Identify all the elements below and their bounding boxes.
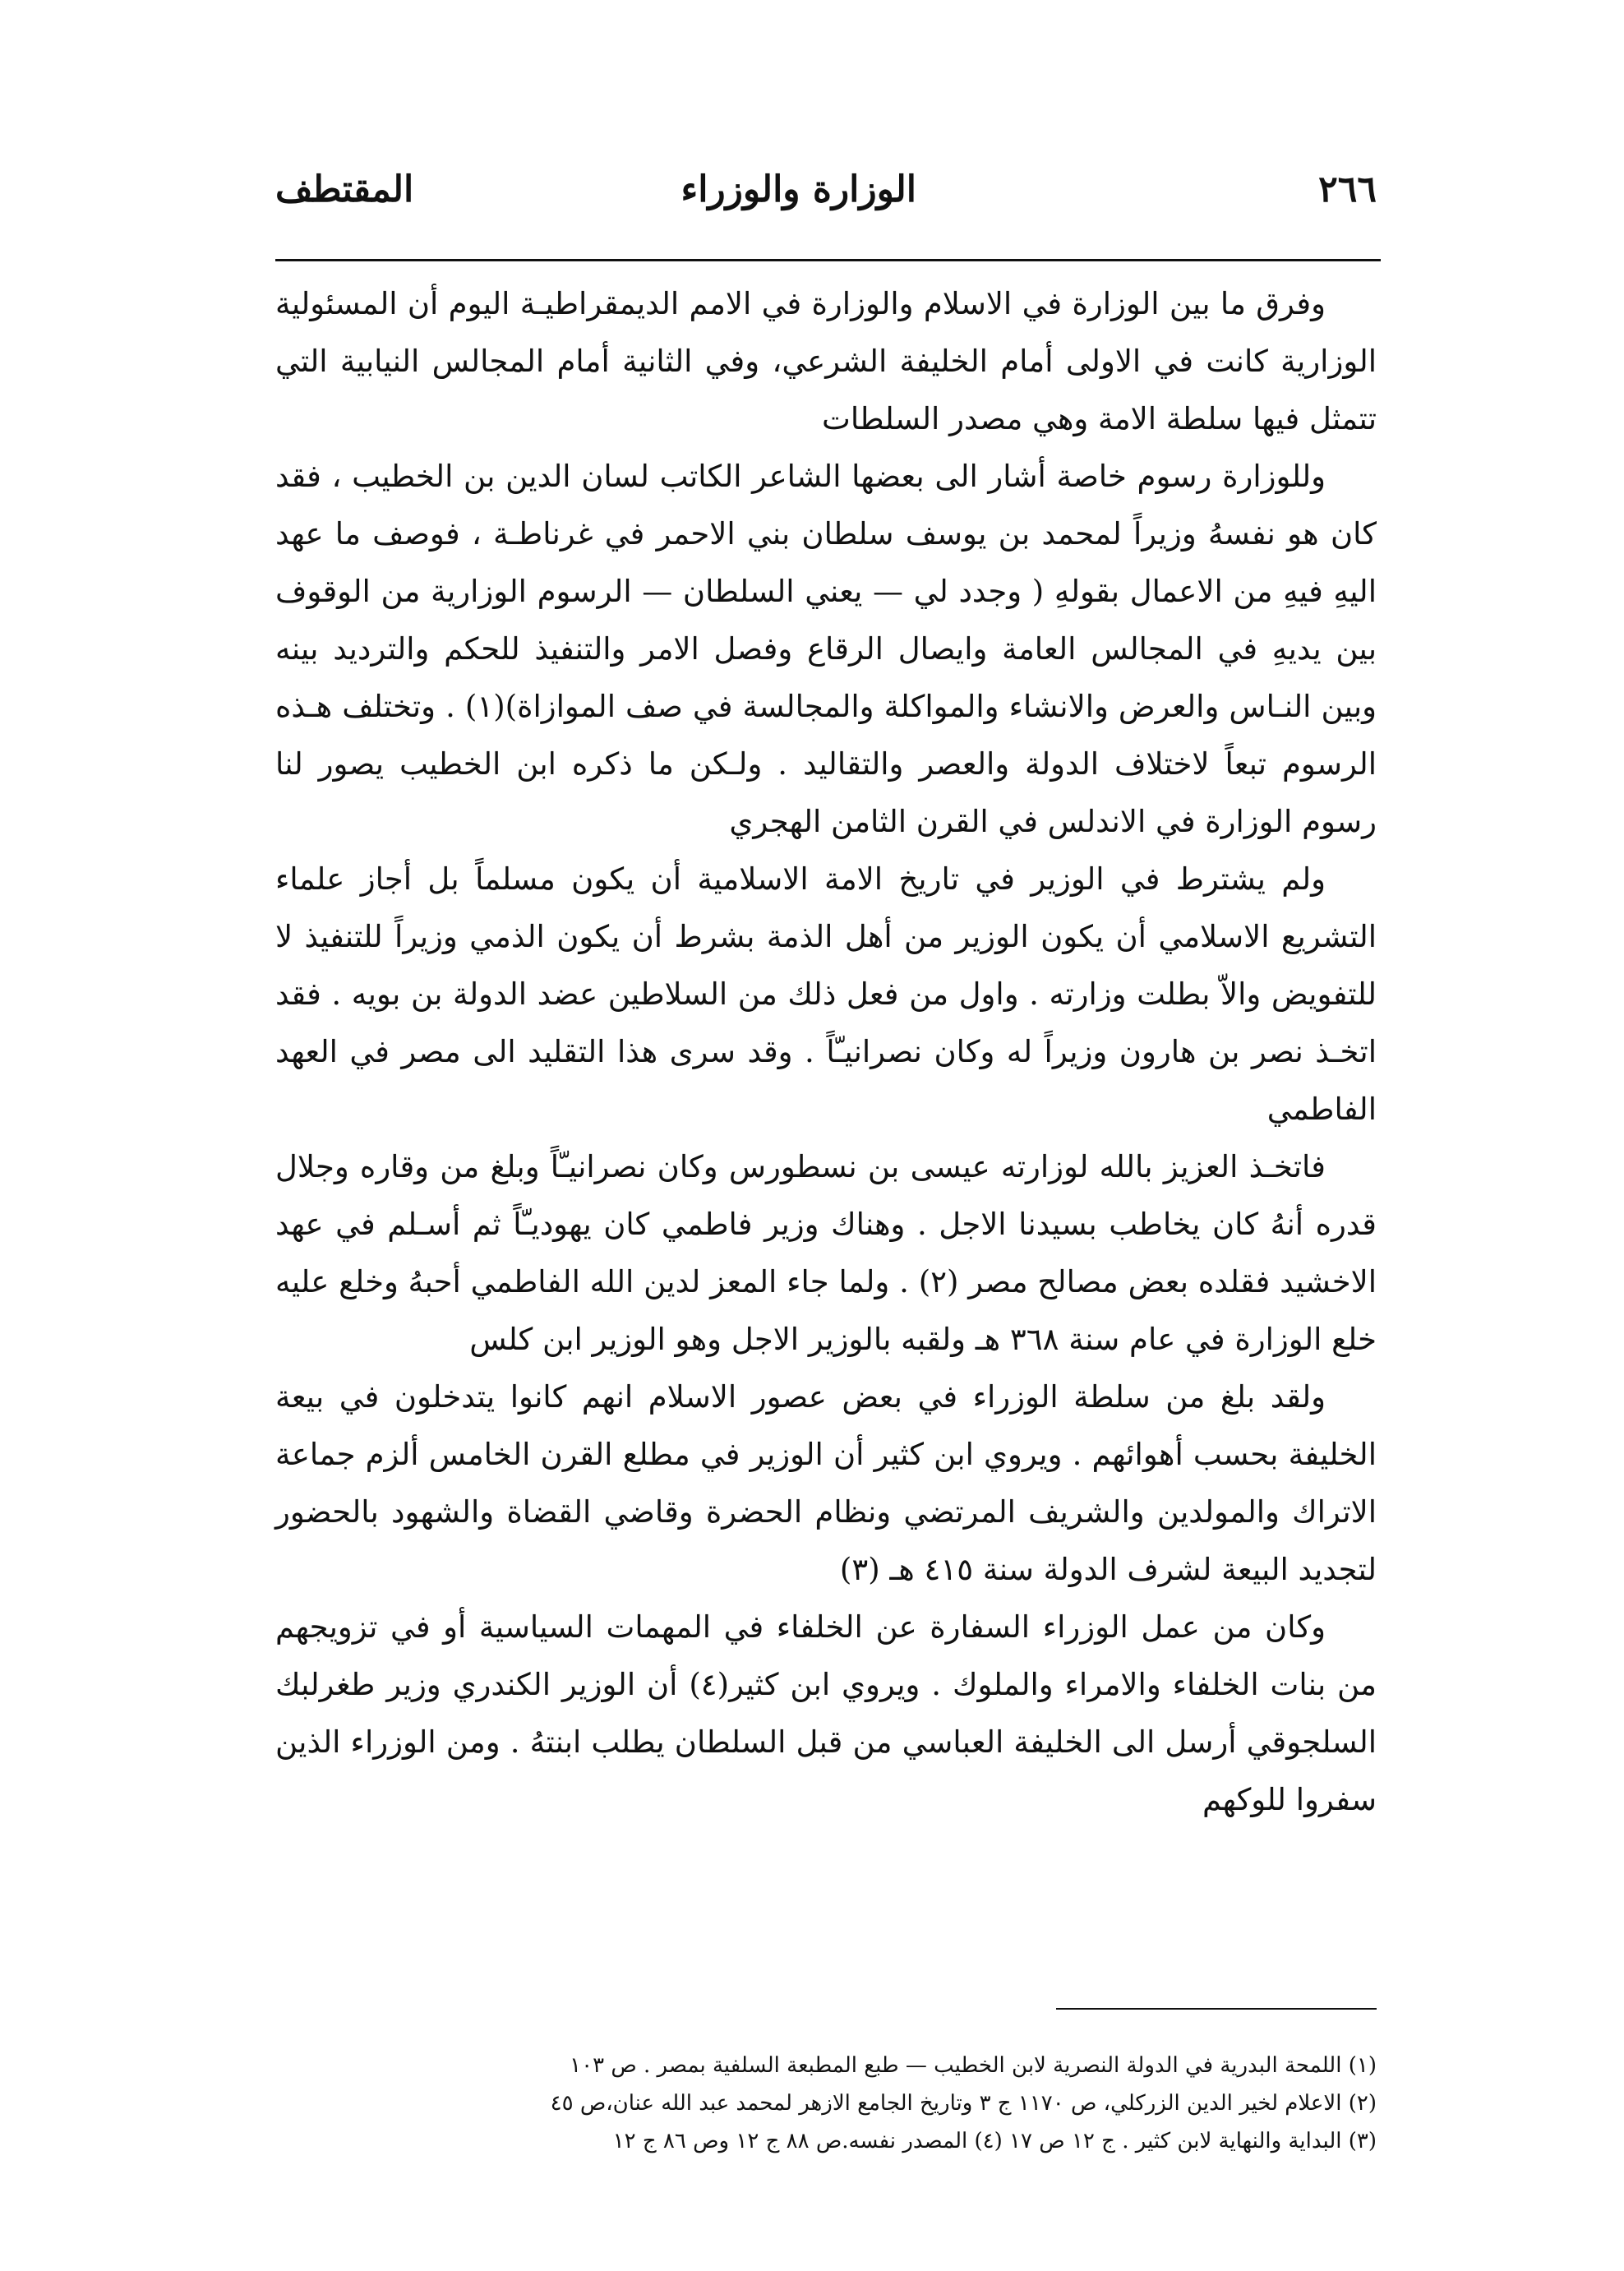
footnote-rule — [1056, 2008, 1377, 2010]
paragraph: ولقد بلغ من سلطة الوزراء في بعض عصور الاسلام انهم كانوا يتدخلون في بيعة الخليفة بحسب أهوائهم . ويروي ابن كثير أن الوزير في مطلع القرن الخامس ألزم جماعة الاتراك والمولدين والشريف المرتضي ونظام الحضرة وقاضي القضاة والشهود بالحضور لتجديد البيعة لشرف الدولة سنة ٤١٥ هـ (٣) — [275, 1379, 1377, 1587]
footnotes — [275, 2047, 1377, 2160]
paragraph: فاتخـذ العزيز بالله لوزارته عيسى بن نسطورس وكان نصرانيـّاً وبلغ من وقاره وجلال قدره أنهُ كان يخاطب بسيدنا الاجل . وهناك وزير فاطمي كان يهوديـّاً ثم أسـلم في عهد الاخشيد فقلده بعض مصالح مصر (٢) . ولما جاء المعز لدين الله الفاطمي أحبهُ وخلع عليه خلع الوزارة في عام سنة ٣٦٨ هـ ولقبه بالوزير الاجل وهو الوزير ابن كلس — [275, 1149, 1377, 1357]
paragraph: وفرق ما بين الوزارة في الاسلام والوزارة في الامم الديمقراطيـة اليوم أن المسئولية الوزارية كانت في الاولى أمام الخليفة الشرعي، وفي الثانية أمام المجالس النيابية التي تتمثل فيها سلطة الامة وهي مصدر السلطات — [275, 286, 1377, 436]
footnote: (٣) البداية والنهاية لابن كثير . ج ١٢ ص ١٧ (٤) المصدر نفسه.ص ٨٨ ج ١٢ وص ٨٦ ج ١٢ — [612, 2129, 1377, 2153]
running-title: الوزارة والوزراء — [681, 168, 916, 210]
page-header — [275, 152, 1377, 234]
journal-name: المقتطف — [275, 168, 414, 210]
footnote: (٢) الاعلام لخير الدين الزركلي، ص ١١٧٠ ج ٣ وتاريخ الجامع الازهر لمحمد عبد الله عنان،ص ٤٥ — [550, 2091, 1377, 2116]
footnote: (١) اللمحة البدرية في الدولة النصرية لابن الخطيب — طبع المطبعة السلفية بمصر . ص ١٠٣ — [570, 2053, 1377, 2078]
header-rule — [275, 259, 1381, 261]
paragraph: وللوزارة رسوم خاصة أشار الى بعضها الشاعر الكاتب لسان الدين بن الخطيب ، فقد كان هو نفسهُ وزيراً لمحمد بن يوسف سلطان بني الاحمر في غرناطـة ، فوصف ما عهد اليهِ فيهِ من الاعمال بقولهِ ( وجدد لي — يعني السلطان — الرسوم الوزارية من الوقوف بين يديهِ في المجالس العامة وايصال الرقاع وفصل الامر والتنفيذ للحكم والترديد بينه وبين النـاس والعرض والانشاء والمواكلة والمجالسة في صف الموازاة)(١) . وتختلف هـذه الرسوم تبعاً لاختلاف الدولة والعصر والتقاليد . ولـكن ما ذكره ابن الخطيب يصور لنا رسوم الوزارة في الاندلس في القرن الثامن الهجري — [275, 459, 1377, 839]
article-body — [275, 275, 1377, 1829]
paragraph: ولم يشترط في الوزير في تاريخ الامة الاسلامية أن يكون مسلماً بل أجاز علماء التشريع الاسلامي أن يكون الوزير من أهل الذمة بشرط أن يكون الذمي وزيراً للتنفيذ لا للتفويض والاّ بطلت وزارته . واول من فعل ذلك من السلاطين عضد الدولة بن بويه . فقد اتخـذ نصر بن هارون وزيراً له وكان نصرانيـّاً . وقد سرى هذا التقليد الى مصر في العهد الفاطمي — [275, 861, 1377, 1127]
page-number: ٢٦٦ — [1318, 168, 1377, 210]
paragraph: وكان من عمل الوزراء السفارة عن الخلفاء في المهمات السياسية أو في تزويجهم من بنات الخلفاء والامراء والملوك . ويروي ابن كثير(٤) أن الوزير الكندري وزير طغرلبك السلجوقي أرسل الى الخليفة العباسي من قبل السلطان يطلب ابنتهُ . ومن الوزراء الذين سفروا للوكهم — [275, 1609, 1377, 1817]
